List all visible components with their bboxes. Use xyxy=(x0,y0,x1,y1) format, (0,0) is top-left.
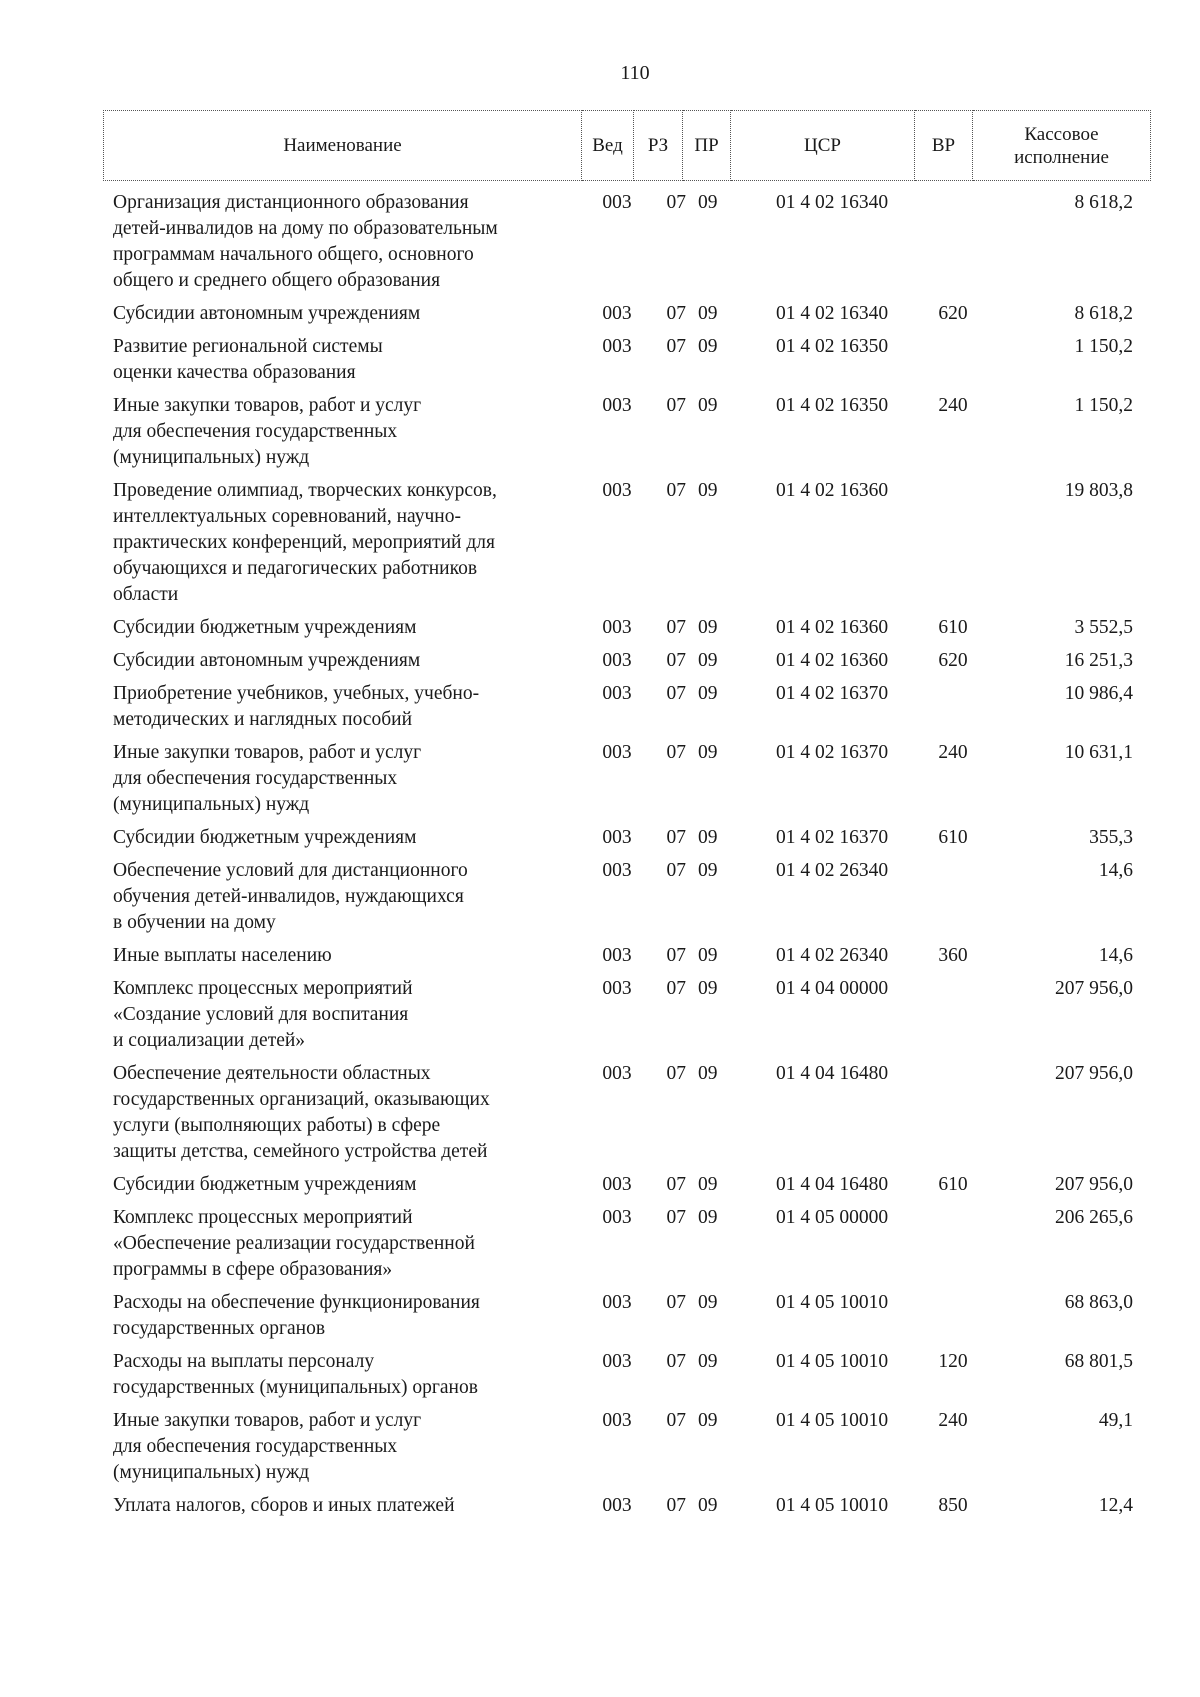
row-name-line: Расходы на обеспечение функционирования xyxy=(113,1292,480,1313)
row-rz: 07 xyxy=(666,1174,686,1195)
row-name-line: Проведение олимпиад, творческих конкурсов, xyxy=(113,480,497,501)
row-ved: 003 xyxy=(602,742,632,763)
row-sum: 1 150,2 xyxy=(1074,395,1133,416)
row-sum: 8 618,2 xyxy=(1074,303,1133,324)
header-pr: ПР xyxy=(683,111,731,181)
row-csr: 01 4 02 26340 xyxy=(775,860,889,881)
row-name xyxy=(103,1172,591,1198)
row-name-line: Расходы на выплаты персоналу xyxy=(113,1351,375,1372)
row-sum: 49,1 xyxy=(1098,1410,1133,1431)
row-gap xyxy=(103,1342,1150,1349)
row-ved: 003 xyxy=(602,650,632,671)
row-name xyxy=(103,1290,591,1342)
row-csr: 01 4 02 16360 xyxy=(775,650,889,671)
row-pr: 09 xyxy=(698,945,718,966)
row-name-line: услуги (выполняющих работы) в сфере xyxy=(113,1115,441,1136)
row-name-line: практических конференций, мероприятий для xyxy=(113,532,495,553)
row-name-line: защиты детства, семейного устройства детей xyxy=(113,1141,488,1162)
row-vr: 620 xyxy=(938,650,968,671)
table-row xyxy=(103,1172,1150,1198)
row-csr: 01 4 02 16360 xyxy=(775,480,889,501)
row-sum: 3 552,5 xyxy=(1074,617,1133,638)
row-sum: 14,6 xyxy=(1098,945,1133,966)
row-name-line: Субсидии автономным учреждениям xyxy=(113,650,421,671)
row-ved: 003 xyxy=(602,1207,632,1228)
row-name-line: Субсидии бюджетным учреждениям xyxy=(113,617,417,638)
row-ved: 003 xyxy=(602,617,632,638)
table-row xyxy=(103,976,1150,1054)
row-pr: 09 xyxy=(698,192,718,213)
row-gap xyxy=(103,936,1150,943)
row-name xyxy=(103,858,591,936)
row-name-line: Иные закупки товаров, работ и услуг xyxy=(113,1410,422,1431)
row-sum: 16 251,3 xyxy=(1064,650,1133,671)
row-name xyxy=(103,825,591,851)
row-gap xyxy=(103,608,1150,615)
table-row xyxy=(103,478,1150,608)
row-rz: 07 xyxy=(666,336,686,357)
row-rz: 07 xyxy=(666,395,686,416)
row-rz: 07 xyxy=(666,742,686,763)
row-csr: 01 4 02 16350 xyxy=(775,336,889,357)
row-name-line: Приобретение учебников, учебных, учебно- xyxy=(113,683,480,704)
row-sum: 10 631,1 xyxy=(1064,742,1133,763)
row-rz: 07 xyxy=(666,303,686,324)
row-sum: 206 265,6 xyxy=(1055,1207,1133,1228)
table-row xyxy=(103,1493,1150,1519)
row-name-line: Субсидии бюджетным учреждениям xyxy=(113,827,417,848)
row-name xyxy=(103,1349,591,1401)
row-gap xyxy=(103,1486,1150,1493)
row-sum: 68 801,5 xyxy=(1064,1351,1133,1372)
row-name xyxy=(103,1408,591,1486)
row-name-line: Обеспечение условий для дистанционного xyxy=(113,860,468,881)
row-pr: 09 xyxy=(698,1410,718,1431)
row-name-line: государственных организаций, оказывающих xyxy=(113,1089,490,1110)
row-csr: 01 4 02 16340 xyxy=(775,303,889,324)
row-gap xyxy=(103,1283,1150,1290)
row-name xyxy=(103,681,591,733)
row-csr: 01 4 02 16350 xyxy=(775,395,889,416)
row-sum: 10 986,4 xyxy=(1064,683,1133,704)
row-rz: 07 xyxy=(666,1410,686,1431)
row-pr: 09 xyxy=(698,650,718,671)
row-rz: 07 xyxy=(666,945,686,966)
row-pr: 09 xyxy=(698,617,718,638)
row-rz: 07 xyxy=(666,1063,686,1084)
row-name xyxy=(103,1205,591,1283)
row-csr: 01 4 05 10010 xyxy=(775,1292,889,1313)
row-sum: 8 618,2 xyxy=(1074,192,1133,213)
row-pr: 09 xyxy=(698,395,718,416)
row-pr: 09 xyxy=(698,742,718,763)
row-name-line: и социализации детей» xyxy=(113,1030,306,1051)
row-sum: 19 803,8 xyxy=(1064,480,1133,501)
row-gap xyxy=(103,1519,1150,1526)
row-rz: 07 xyxy=(666,1292,686,1313)
row-pr: 09 xyxy=(698,336,718,357)
row-rz: 07 xyxy=(666,1207,686,1228)
header-rz: РЗ xyxy=(634,111,683,181)
header-vr: ВР xyxy=(915,111,973,181)
row-ved: 003 xyxy=(602,978,632,999)
row-pr: 09 xyxy=(698,860,718,881)
row-pr: 09 xyxy=(698,480,718,501)
row-name-line: Иные выплаты населению xyxy=(113,945,332,966)
row-csr: 01 4 05 10010 xyxy=(775,1351,889,1372)
row-name-line: обучающихся и педагогических работников xyxy=(113,558,478,579)
row-vr: 610 xyxy=(938,827,968,848)
row-name-line: (муниципальных) нужд xyxy=(113,794,310,815)
row-vr: 240 xyxy=(938,742,968,763)
page-number: 110 xyxy=(620,62,650,84)
row-name-line: Организация дистанционного образования xyxy=(113,192,469,213)
row-ved: 003 xyxy=(602,860,632,881)
row-gap xyxy=(103,1165,1150,1172)
row-rz: 07 xyxy=(666,978,686,999)
row-name xyxy=(103,740,591,818)
row-name-line: для обеспечения государственных xyxy=(113,1436,398,1457)
row-name-line: программы в сфере образования» xyxy=(113,1259,393,1280)
row-gap xyxy=(103,641,1150,648)
row-rz: 07 xyxy=(666,1495,686,1516)
row-pr: 09 xyxy=(698,683,718,704)
table-row xyxy=(103,1408,1150,1486)
row-rz: 07 xyxy=(666,860,686,881)
row-csr: 01 4 02 16370 xyxy=(775,683,889,704)
row-name-line: (муниципальных) нужд xyxy=(113,1462,310,1483)
row-csr: 01 4 05 10010 xyxy=(775,1410,889,1431)
table-row xyxy=(103,648,1150,674)
row-name xyxy=(103,301,591,327)
row-pr: 09 xyxy=(698,1351,718,1372)
row-gap xyxy=(103,386,1150,393)
row-name-line: области xyxy=(113,584,179,605)
row-vr: 120 xyxy=(938,1351,968,1372)
row-ved: 003 xyxy=(602,1351,632,1372)
table-row xyxy=(103,681,1150,733)
row-name-line: «Создание условий для воспитания xyxy=(113,1004,409,1025)
row-name xyxy=(103,393,591,471)
row-ved: 003 xyxy=(602,1063,632,1084)
row-sum: 14,6 xyxy=(1098,860,1133,881)
row-name xyxy=(103,1493,591,1519)
row-pr: 09 xyxy=(698,1063,718,1084)
row-gap xyxy=(103,471,1150,478)
row-name-line: Субсидии автономным учреждениям xyxy=(113,303,421,324)
row-name-line: Субсидии бюджетным учреждениям xyxy=(113,1174,417,1195)
row-name-line: общего и среднего общего образования xyxy=(113,270,441,291)
row-sum: 12,4 xyxy=(1098,1495,1133,1516)
row-csr: 01 4 04 16480 xyxy=(775,1063,889,1084)
row-ved: 003 xyxy=(602,1495,632,1516)
row-name xyxy=(103,190,591,294)
row-name-line: государственных (муниципальных) органов xyxy=(113,1377,478,1398)
row-name-line: методических и наглядных пособий xyxy=(113,709,413,730)
row-name-line: Иные закупки товаров, работ и услуг xyxy=(113,742,422,763)
row-name-line: «Обеспечение реализации государственной xyxy=(113,1233,475,1254)
row-name xyxy=(103,943,591,969)
table-header xyxy=(103,110,1151,181)
row-name-line: государственных органов xyxy=(113,1318,326,1339)
row-ved: 003 xyxy=(602,395,632,416)
row-csr: 01 4 02 16370 xyxy=(775,827,889,848)
row-gap xyxy=(103,294,1150,301)
header-ved: Вед xyxy=(582,111,634,181)
row-pr: 09 xyxy=(698,1495,718,1516)
row-name xyxy=(103,615,591,641)
row-pr: 09 xyxy=(698,978,718,999)
row-gap xyxy=(103,969,1150,976)
row-pr: 09 xyxy=(698,303,718,324)
table-row xyxy=(103,301,1150,327)
row-csr: 01 4 02 16360 xyxy=(775,617,889,638)
row-vr: 610 xyxy=(938,1174,968,1195)
row-pr: 09 xyxy=(698,827,718,848)
row-name-line: в обучении на дому xyxy=(113,912,276,933)
header-sum-line1: Кассовое xyxy=(1024,123,1099,145)
row-name-line: детей-инвалидов на дому по образовательным xyxy=(113,218,498,239)
row-sum: 68 863,0 xyxy=(1064,1292,1133,1313)
header-csr: ЦСР xyxy=(731,111,915,181)
row-pr: 09 xyxy=(698,1292,718,1313)
table-row xyxy=(103,1061,1150,1165)
row-csr: 01 4 02 26340 xyxy=(775,945,889,966)
row-name xyxy=(103,648,591,674)
row-gap xyxy=(103,1401,1150,1408)
row-sum: 355,3 xyxy=(1089,827,1133,848)
row-name-line: Комплекс процессных мероприятий xyxy=(113,1207,413,1228)
row-ved: 003 xyxy=(602,683,632,704)
row-csr: 01 4 04 16480 xyxy=(775,1174,889,1195)
table-row xyxy=(103,943,1150,969)
row-gap xyxy=(103,1054,1150,1061)
row-name-line: для обеспечения государственных xyxy=(113,768,398,789)
row-ved: 003 xyxy=(602,303,632,324)
row-name-line: для обеспечения государственных xyxy=(113,421,398,442)
row-vr: 620 xyxy=(938,303,968,324)
table-row xyxy=(103,615,1150,641)
row-name-line: обучения детей-инвалидов, нуждающихся xyxy=(113,886,464,907)
row-name xyxy=(103,478,591,608)
table-row xyxy=(103,1205,1150,1283)
header-sum xyxy=(973,111,1151,181)
table-row xyxy=(103,1349,1150,1401)
row-csr: 01 4 04 00000 xyxy=(775,978,889,999)
row-gap xyxy=(103,327,1150,334)
row-vr: 360 xyxy=(938,945,968,966)
header-name: Наименование xyxy=(104,111,582,181)
row-gap xyxy=(103,818,1150,825)
row-pr: 09 xyxy=(698,1174,718,1195)
row-name xyxy=(103,334,591,386)
table-body xyxy=(103,190,1150,1526)
row-name-line: оценки качества образования xyxy=(113,362,356,383)
row-rz: 07 xyxy=(666,1351,686,1372)
row-rz: 07 xyxy=(666,650,686,671)
row-rz: 07 xyxy=(666,683,686,704)
row-name-line: Уплата налогов, сборов и иных платежей xyxy=(113,1495,455,1516)
row-csr: 01 4 02 16370 xyxy=(775,742,889,763)
row-ved: 003 xyxy=(602,827,632,848)
row-gap xyxy=(103,674,1150,681)
table-row xyxy=(103,393,1150,471)
row-rz: 07 xyxy=(666,192,686,213)
table-row xyxy=(103,1290,1150,1342)
row-sum: 207 956,0 xyxy=(1055,978,1133,999)
row-ved: 003 xyxy=(602,1174,632,1195)
row-csr: 01 4 05 10010 xyxy=(775,1495,889,1516)
row-gap xyxy=(103,733,1150,740)
row-gap xyxy=(103,1198,1150,1205)
row-ved: 003 xyxy=(602,336,632,357)
row-vr: 850 xyxy=(938,1495,968,1516)
row-name xyxy=(103,1061,591,1165)
row-name-line: Обеспечение деятельности областных xyxy=(113,1063,431,1084)
row-rz: 07 xyxy=(666,480,686,501)
row-name-line: Иные закупки товаров, работ и услуг xyxy=(113,395,422,416)
row-vr: 240 xyxy=(938,1410,968,1431)
row-ved: 003 xyxy=(602,480,632,501)
row-rz: 07 xyxy=(666,617,686,638)
row-ved: 003 xyxy=(602,1410,632,1431)
row-ved: 003 xyxy=(602,945,632,966)
row-csr: 01 4 05 00000 xyxy=(775,1207,889,1228)
table-row xyxy=(103,190,1150,294)
table-row xyxy=(103,334,1150,386)
row-name xyxy=(103,976,591,1054)
row-name-line: интеллектуальных соревнований, научно- xyxy=(113,506,461,527)
row-csr: 01 4 02 16340 xyxy=(775,192,889,213)
row-ved: 003 xyxy=(602,1292,632,1313)
row-pr: 09 xyxy=(698,1207,718,1228)
row-sum: 207 956,0 xyxy=(1055,1174,1133,1195)
row-ved: 003 xyxy=(602,192,632,213)
row-rz: 07 xyxy=(666,827,686,848)
row-name-line: (муниципальных) нужд xyxy=(113,447,310,468)
table-row xyxy=(103,825,1150,851)
row-sum: 207 956,0 xyxy=(1055,1063,1133,1084)
row-gap xyxy=(103,851,1150,858)
row-name-line: Комплекс процессных мероприятий xyxy=(113,978,413,999)
row-name-line: программам начального общего, основного xyxy=(113,244,474,265)
table-row xyxy=(103,858,1150,936)
header-sum-line2: исполнение xyxy=(1014,146,1109,168)
table-row xyxy=(103,740,1150,818)
row-vr: 240 xyxy=(938,395,968,416)
row-name-line: Развитие региональной системы xyxy=(113,336,383,357)
row-vr: 610 xyxy=(938,617,968,638)
row-sum: 1 150,2 xyxy=(1074,336,1133,357)
